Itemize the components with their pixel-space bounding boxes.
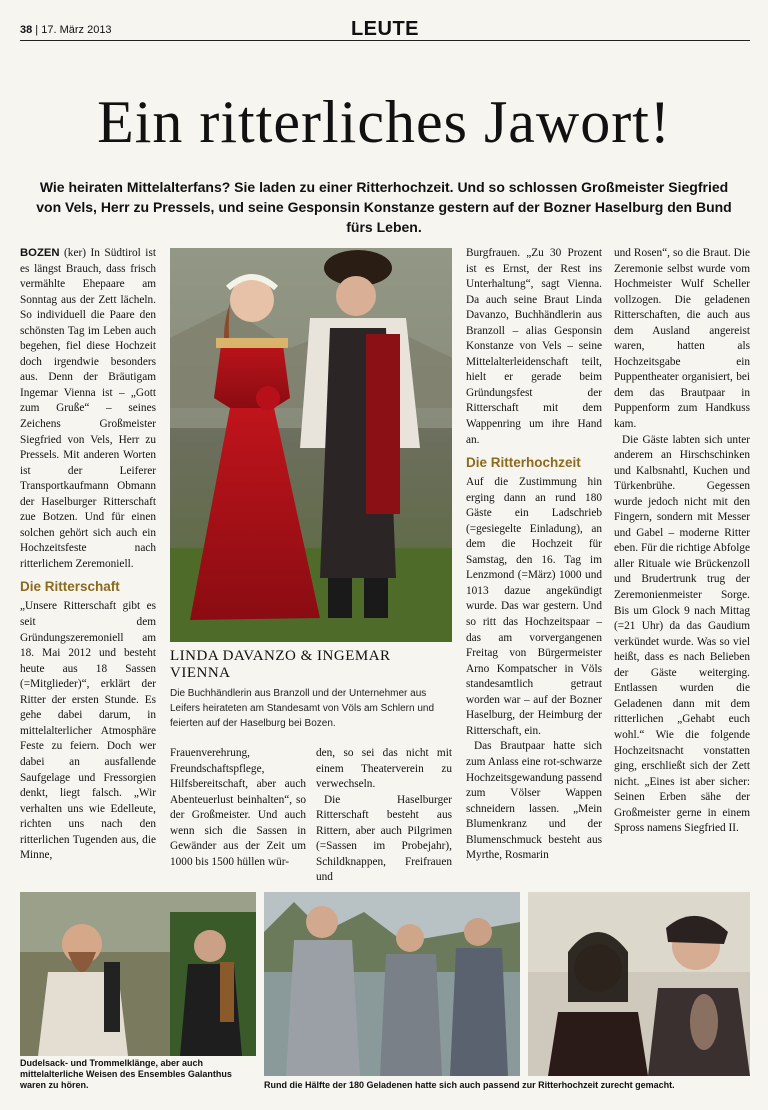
- col1-para-1: (ker) In Südtirol ist es längst Brauch, dass frisch vermählte Ehepaare am Sonntag aus der Zett lächeln. So individuell die Paare den schönsten Tag im Leben auch begehen, fiel diese Hochzeit doch irgendwie besonders aus. Denn der Bräutigam Ingemar Vienna ist – „Gott zum Gruße“ – seines Zeichens Großmeister Siegfried von Vels, Herr zu Pressels. Mit anderen Worten ist der Leiferer Transportkaufmann Obmann der Haselburger Ritterschaft zue Botzen. Und für einen solchen gehört sich auch ein Hochzeitsfeste nach ritterlichem Zeremoniell.: [20, 247, 156, 570]
- dateline: BOZEN: [20, 247, 60, 259]
- col1-para-2: „Unsere Ritterschaft gibt es seit dem Gründungszeremoniell am 18. Mai 2012 und besteht heute aus 18 Sassen (=Mitglieder)“, erklärt der Ritter der ersten Stunde. Es gehe dabei darum, in mittelalterlicher Atmosphäre Feste zu feiern. Doch wer dabei an ausfallende Saufgelage und Fressorgien denkt, liegt falsch. „Wir verhalten uns wie Edelleute, richten uns nach den ritterlichen Tugenden aus, die Minne,: [20, 600, 156, 862]
- wedding-couple-illustration: [170, 248, 452, 642]
- text-column-3-bottom: [316, 746, 452, 886]
- col3-top: Burgfrauen. „Zu 30 Prozent ist es Ernst, der Rest ins Unterhaltung“, sagt Vienna. Da auch seine Braut Linda Davanzo, Buchhändlerin aus Branzoll – alias Gesponsin Konstanze von Vels – seine Mittelalterleidenschaft teilt, hielt er gerade beim Gründungsfest der Ritterschaft mit dem Wappenring um ihre Hand an.: [466, 247, 602, 446]
- page-header-info: 38 | 17. März 2013: [20, 24, 112, 36]
- musicians-caption: Dudelsack- und Trommelklänge, aber auch mittelalterliche Weisen des Ensembles Galanthus waren zu hören.: [20, 1058, 232, 1090]
- issue-date: 17. März 2013: [41, 24, 112, 36]
- col3-para-2: Auf die Zustimmung hin erging dann an rund 180 Gäste ein Ladschrieb (=gesiegelte Einladung), an dem die Hochzeit für Samstag, den 16. Tag im Lenzmond (=März) 1000 und 1013 dazue angekündigt wurde. Das war gestern. Und so ritt das Hochzeitspaar – das am vorvergangenen Freitag von Bürgermeister Arno Kompatscher in Völs standesamtlich getraut worden war – auf der Bozner Haselburg, der Heimburg der Ritterschaft, ein.: [466, 476, 602, 737]
- col3-para-3: Das Brautpaar hatte sich zum Anlass eine rot-schwarze Hochzeitsgewandung passend zum Völser Wappen schneidern lassen. „Mein Blumenkranz und der Blumenschmuck besteht aus Myrthe, Rosmarin: [466, 740, 602, 862]
- wedding-couple-photo: [170, 248, 452, 642]
- main-photo-caption: [170, 648, 452, 731]
- section-title: LEUTE: [350, 18, 420, 40]
- subheading-ritterschaft: Die Ritterschaft: [20, 579, 120, 595]
- knights-caption: Rund die Hälfte der 180 Geladenen hatte sich auch passend zur Ritterhochzeit zurecht gemacht.: [264, 1080, 675, 1090]
- falconer-illustration: [528, 892, 750, 1076]
- text-column-2: [170, 746, 306, 870]
- headline: Ein ritterliches Jawort!: [97, 89, 671, 155]
- subheading-ritterhochzeit: Die Ritterhochzeit: [466, 455, 581, 471]
- text-column-3: [466, 246, 602, 864]
- musicians-illustration: [20, 892, 256, 1056]
- caption-body: Die Buchhändlerin aus Branzoll und der Unternehmer aus Leifers heirateten am Standesamt von Völs am Schlern und feierten auf der Haselburg bei Bozen.: [170, 688, 435, 729]
- col3-bottom-2: Die Haselburger Ritterschaft besteht aus Rittern, aber auch Pilgrimen (=Sassen im Probejahr), Schildknappen, Freifrauen und: [316, 793, 452, 884]
- falconer-photo: [528, 892, 750, 1076]
- text-column-1: [20, 246, 156, 864]
- header-rule: [20, 40, 750, 41]
- musicians-photo: [20, 892, 256, 1056]
- col2-text: Frauenverehrung, Freundschaftspflege, Hilfsbereitschaft, aber auch Abenteuerlust beinhalten“, so der Großmeister. Und auch wenn sich die Sassen in Gewänder aus der Zeit um 1000 bis 1500 hüllen wür-: [170, 747, 306, 868]
- col4-para-2: Die Gäste labten sich unter anderem an Hirschschinken und Kalbsnahtl, Kuchen und Türkenbrühe. Gegessen wurde jedoch nicht mit den Fingern, sondern mit Messer und Gabel – moderne Ritter eben. Für die richtige Abfolge aller Rituale wie Brückenzoll und Brudertrunk trug der Zeremonienmeister Sorge. Bis um Glock 9 nach Mittag (=21 Uhr) da das Gaudium verkündet wurde. Was so viel heißt, dass es nach Belieben der Gäste weiterging. Entlassen wurden die Geladenen dann mit dem ritterlichen „Gehabt euch wohl.“ Wie die folgende Hochzeitsnacht vonstatten ging, erschließt sich der Zett nicht. „Eines ist aber sicher: Seinen Erben sähe der Großmeister gerne in einem Spross namens Siegfried II.: [614, 433, 750, 835]
- text-column-4: [614, 246, 750, 837]
- page-number: 38: [20, 24, 33, 36]
- col3-bottom-1: den, so sei das nicht mit einem Theaterverein zu verwechseln.: [316, 747, 452, 791]
- caption-title: LINDA DAVANZO & INGEMAR VIENNA: [170, 648, 391, 681]
- knights-photo: [264, 892, 520, 1076]
- lead-paragraph: Wie heiraten Mittelalterfans? Sie laden zu einer Ritterhochzeit. Und so schlossen Großmeister Siegfried von Vels, Herr zu Pressels, und seine Gesponsin Konstanze gestern auf der Bozner Haselburg den Bund fürs Leben.: [36, 179, 732, 235]
- col4-para-1: und Rosen“, so die Braut. Die Zeremonie selbst wurde vom Hochmeister Wulf Scheller vollzogen. Die geladenen Ritterschaften, die auch aus dem Ausland angereist waren, hatten als Hochzeitsgabe ein Puppentheater organisiert, bei dem das Brautpaar in Puppenform zum Handkuss kam.: [614, 247, 750, 431]
- knights-illustration: [264, 892, 520, 1076]
